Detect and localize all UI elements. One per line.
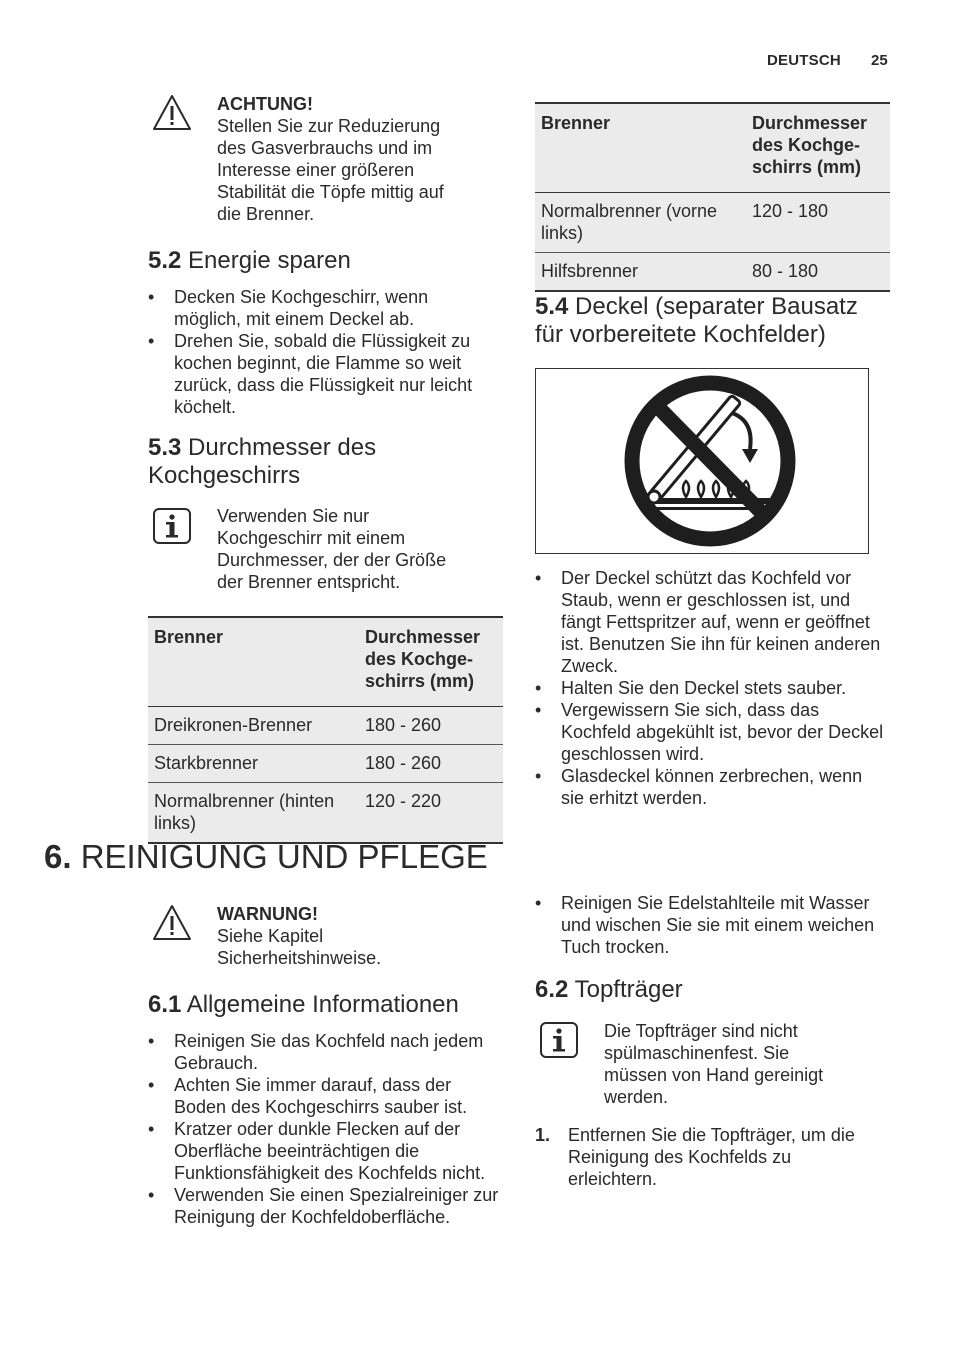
page-number: 25 (871, 52, 888, 69)
list-item: • Der Deckel schützt das Kochfeld vor Staub, wenn er geschlossen ist, und fängt Fettspritzer auf, wenn er geöffnet ist. Benutzen Sie ihn für keinen anderen Zweck. (535, 567, 890, 677)
table-cell: Starkbrenner (148, 745, 359, 783)
table-cell: 180 - 260 (359, 745, 503, 783)
list-item: • Drehen Sie, sobald die Flüssigkeit zu kochen beginnt, die Flamme so weit zurück, dass die Flüssigkeit nur leicht köchelt. (148, 330, 493, 418)
burner-table-right (535, 102, 890, 292)
step-text: Entfernen Sie die Topfträger, um die Reinigung des Kochfelds zu erleichtern. (568, 1125, 855, 1189)
chapter-6-right-list (535, 892, 895, 958)
info-note: Verwenden Sie nur Kochgeschirr mit einem Durchmesser, der der Größe der Brenner entspricht. (217, 506, 447, 592)
list-item: • Decken Sie Kochgeschirr, wenn möglich, mit einem Deckel ab. (148, 286, 493, 330)
table-cell: Hilfsbrenner (535, 253, 746, 292)
section-title: Topfträger (574, 976, 683, 1003)
table-header: Brenner (148, 617, 359, 707)
table-header: Brenner (535, 103, 746, 193)
step-number: 1. (535, 1125, 551, 1145)
chapter-6-heading (44, 838, 744, 876)
warning-note (217, 903, 467, 969)
table-row (535, 193, 890, 253)
list-item: • Kratzer oder dunkle Flecken auf der Oberfläche beeinträchtigen die Funktionsfähigkeit des Kochfelds nicht. (148, 1118, 508, 1184)
table-cell: Normalbrenner (vorne links) (535, 193, 746, 253)
warning-triangle-icon (152, 904, 192, 947)
table-row (535, 253, 890, 292)
table-header: Durchmesser des Kochge-schirrs (mm) (746, 103, 890, 193)
list-item: • Reinigen Sie Edelstahlteile mit Wasser und wischen Sie sie mit einem weichen Tuch trocken. (535, 892, 895, 958)
section-title: Energie sparen (188, 247, 351, 274)
list-item: • Glasdeckel können zerbrechen, wenn sie erhitzt werden. (535, 765, 890, 809)
list-item: • Verwenden Sie einen Spezialreiniger zur Reinigung der Kochfeldoberfläche. (148, 1184, 508, 1228)
table-cell: 180 - 260 (359, 707, 503, 745)
list-item: • Reinigen Sie das Kochfeld nach jedem Gebrauch. (148, 1030, 508, 1074)
list-item: • Vergewissern Sie sich, dass das Kochfeld abgekühlt ist, bevor der Deckel geschlossen wird. (535, 699, 890, 765)
no-closing-lid-on-lit-burner-icon (536, 369, 868, 553)
table-cell: Dreikronen-Brenner (148, 707, 359, 745)
section-number: 6.1 (148, 991, 182, 1018)
warning-title: WARNUNG! (217, 904, 318, 924)
section-6-1-heading (148, 991, 508, 1019)
burner-table-left (148, 616, 503, 844)
section-6-1-list (148, 1030, 508, 1228)
caution-title: ACHTUNG! (217, 94, 313, 114)
table-cell: 120 - 180 (746, 193, 890, 253)
step-item (535, 1124, 875, 1190)
section-title: Durchmesser des Kochgeschirrs (148, 434, 377, 489)
table-cell: 80 - 180 (746, 253, 890, 292)
table-row (148, 707, 503, 745)
section-5-4-list (535, 567, 890, 809)
section-6-2-heading (535, 976, 890, 1004)
header-language: DEUTSCH (767, 52, 841, 69)
caution-note (217, 93, 467, 225)
table-cell: Normalbrenner (hinten links) (148, 783, 359, 844)
section-number: 5.4 (535, 293, 569, 320)
section-number: 5.2 (148, 247, 182, 274)
info-icon (539, 1021, 579, 1059)
table-row (148, 783, 503, 844)
warning-triangle-icon (152, 94, 192, 137)
chapter-number: 6. (44, 838, 72, 875)
section-5-2-list (148, 286, 493, 418)
section-5-3-heading (148, 434, 478, 490)
chapter-title: REINIGUNG UND PFLEGE (80, 838, 488, 875)
caution-text: Stellen Sie zur Reduzierung des Gasverbrauchs und im Interesse einer größeren Stabilität die Töpfe mittig auf die Brenner. (217, 116, 444, 224)
list-item: • Halten Sie den Deckel stets sauber. (535, 677, 890, 699)
section-6-2-steps (535, 1124, 875, 1190)
warning-text: Siehe Kapitel Sicherheitshinweise. (217, 926, 382, 968)
table-row (148, 745, 503, 783)
section-title: Deckel (separater Bausatz für vorbereitete Kochfelder) (535, 293, 858, 348)
lid-illustration (535, 368, 869, 554)
section-number: 5.3 (148, 434, 182, 461)
section-number: 6.2 (535, 976, 569, 1003)
info-icon (152, 507, 192, 545)
info-note: Die Topfträger sind nicht spülmaschinenfest. Sie müssen von Hand gereinigt werden. (604, 1021, 824, 1107)
table-header: Durchmesser des Kochge-schirrs (mm) (359, 617, 503, 707)
list-item: • Achten Sie immer darauf, dass der Boden des Kochgeschirrs sauber ist. (148, 1074, 508, 1118)
section-5-2-heading (148, 247, 508, 275)
section-5-4-heading (535, 293, 890, 349)
table-cell: 120 - 220 (359, 783, 503, 844)
section-title: Allgemeine Informationen (186, 991, 459, 1018)
